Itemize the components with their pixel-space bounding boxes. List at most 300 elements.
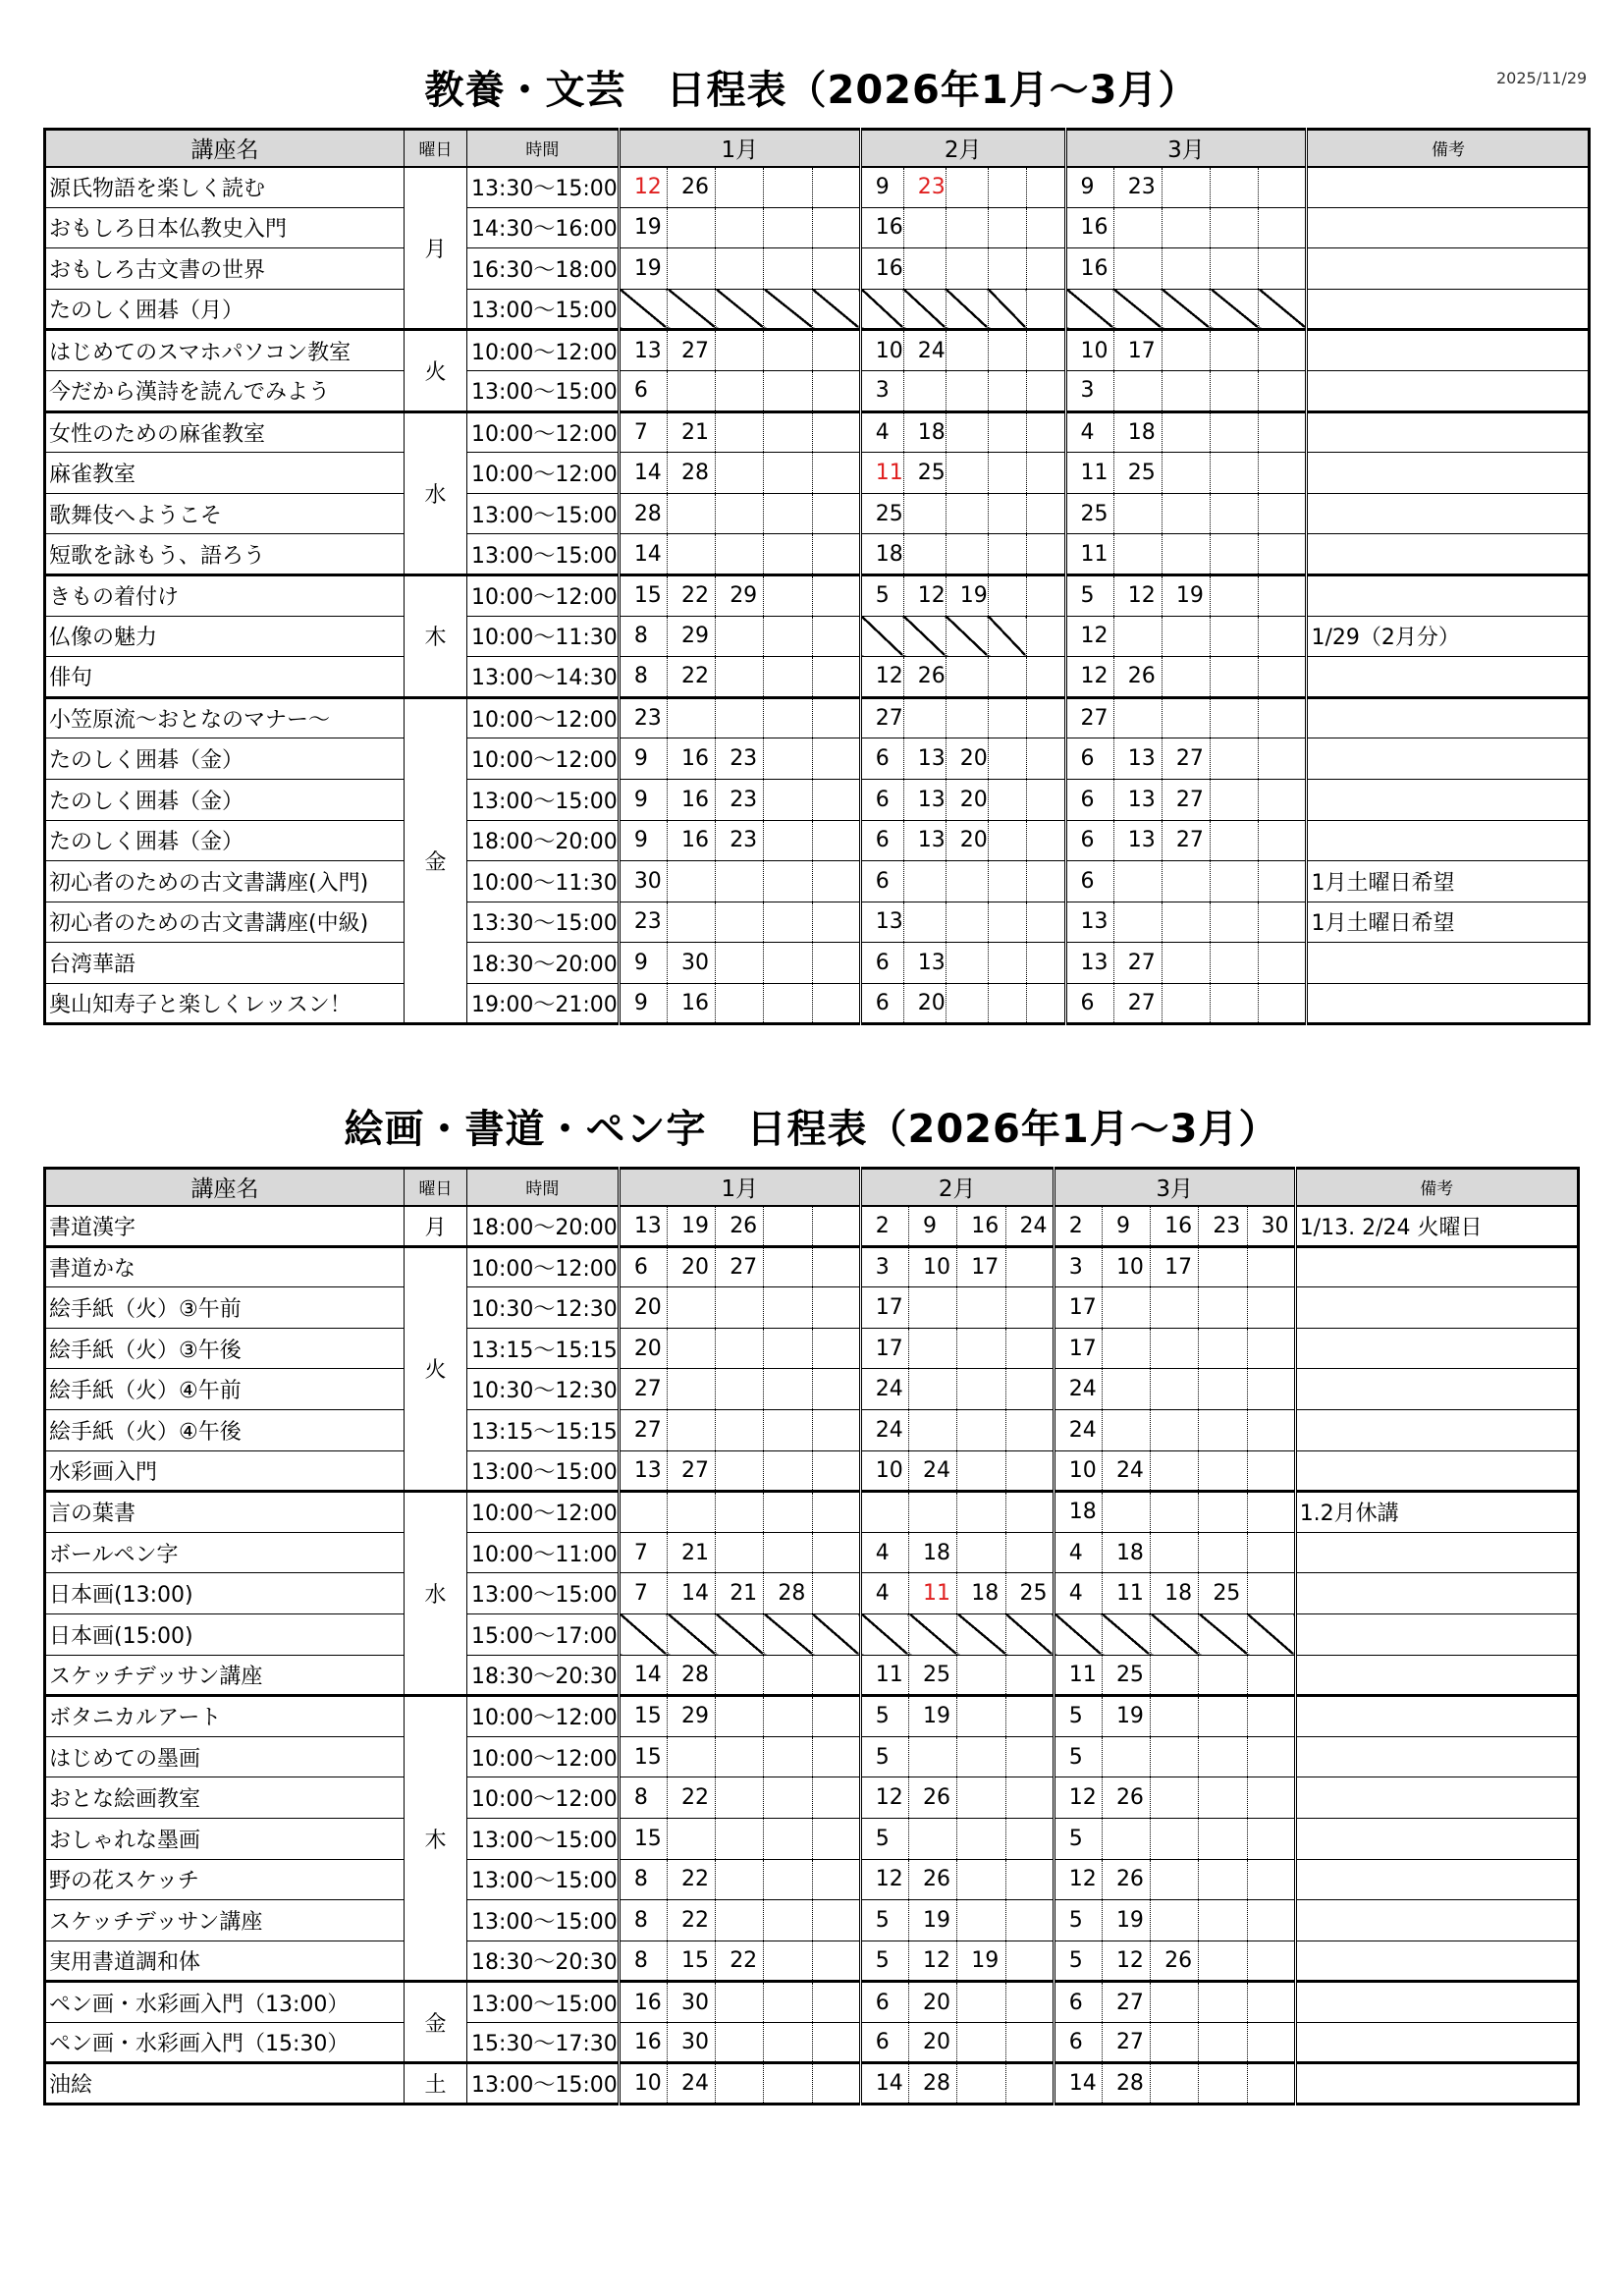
session-date bbox=[1151, 1450, 1199, 1492]
course-name: 日本画(15:00) bbox=[45, 1613, 405, 1655]
session-date bbox=[812, 943, 860, 984]
session-date bbox=[764, 453, 812, 494]
session-date: 13 bbox=[619, 1206, 667, 1247]
session-date bbox=[903, 493, 946, 534]
session-date bbox=[957, 1492, 1005, 1533]
session-date bbox=[1211, 574, 1259, 616]
note-cell bbox=[1295, 1982, 1578, 2023]
session-date: 5 bbox=[860, 1818, 908, 1859]
session-date bbox=[812, 248, 860, 290]
session-date bbox=[946, 902, 988, 943]
session-date: 2 bbox=[1054, 1206, 1102, 1247]
session-date bbox=[764, 534, 812, 575]
session-date: 6 bbox=[1054, 2022, 1102, 2063]
time-range: 10:00～12:00 bbox=[467, 1736, 620, 1777]
session-date bbox=[1005, 1982, 1054, 2023]
note-cell: 1月土曜日希望 bbox=[1307, 902, 1590, 943]
session-date: 18 bbox=[1054, 1492, 1102, 1533]
header-course-name: 講座名 bbox=[45, 1169, 405, 1206]
session-date: 11 bbox=[1065, 534, 1113, 575]
session-date: 13 bbox=[1113, 820, 1162, 861]
session-date bbox=[1199, 2022, 1247, 2063]
time-range: 10:00～12:00 bbox=[467, 330, 620, 371]
time-range: 10:00～12:00 bbox=[467, 574, 620, 616]
session-date bbox=[1259, 330, 1307, 371]
session-date: 15 bbox=[619, 1736, 667, 1777]
note-cell bbox=[1295, 2063, 1578, 2105]
session-date bbox=[957, 1900, 1005, 1941]
session-date: 25 bbox=[1005, 1573, 1054, 1614]
note-cell bbox=[1307, 738, 1590, 780]
session-date bbox=[1113, 697, 1162, 738]
session-date: 11 bbox=[1065, 453, 1113, 494]
session-date bbox=[1259, 411, 1307, 453]
time-range: 13:00～15:00 bbox=[467, 1900, 620, 1941]
session-date: 4 bbox=[860, 1532, 908, 1573]
session-date: 6 bbox=[860, 943, 903, 984]
session-date bbox=[1247, 2022, 1295, 2063]
course-name: はじめてのスマホパソコン教室 bbox=[45, 330, 405, 371]
session-date bbox=[1199, 1777, 1247, 1819]
session-date: 13 bbox=[619, 330, 667, 371]
session-date bbox=[946, 697, 988, 738]
session-date bbox=[946, 983, 988, 1024]
session-date bbox=[1027, 574, 1065, 616]
session-date bbox=[764, 902, 812, 943]
session-date: 19 bbox=[619, 248, 667, 290]
time-range: 15:30～17:30 bbox=[467, 2022, 620, 2063]
session-date bbox=[716, 697, 764, 738]
session-date bbox=[812, 779, 860, 820]
session-date: 26 bbox=[909, 1859, 957, 1900]
session-date bbox=[812, 820, 860, 861]
note-cell bbox=[1295, 1409, 1578, 1450]
session-date: 9 bbox=[619, 820, 667, 861]
session-date bbox=[812, 1246, 860, 1287]
note-cell bbox=[1295, 1655, 1578, 1696]
table-row bbox=[45, 534, 1590, 575]
header-month-1: 1月 bbox=[619, 130, 860, 167]
session-date: 24 bbox=[860, 1409, 908, 1450]
session-date bbox=[1151, 1777, 1199, 1819]
no-class-slash bbox=[619, 1613, 667, 1655]
session-date bbox=[1027, 370, 1065, 411]
header-month-1: 1月 bbox=[619, 1169, 860, 1206]
session-date bbox=[1199, 1492, 1247, 1533]
session-date bbox=[988, 779, 1026, 820]
session-date bbox=[988, 411, 1026, 453]
session-date: 5 bbox=[1054, 1736, 1102, 1777]
weekday-cell: 火 bbox=[405, 330, 467, 411]
table-row bbox=[45, 1900, 1579, 1941]
session-date bbox=[1247, 1573, 1295, 1614]
session-date: 22 bbox=[668, 1900, 716, 1941]
session-date bbox=[716, 1736, 764, 1777]
session-date bbox=[1259, 167, 1307, 208]
session-date bbox=[668, 1736, 716, 1777]
session-date: 28 bbox=[1102, 2063, 1150, 2105]
course-name: 麻雀教室 bbox=[45, 453, 405, 494]
course-name: 書道漢字 bbox=[45, 1206, 405, 1247]
session-date bbox=[957, 1369, 1005, 1410]
session-date: 6 bbox=[860, 2022, 908, 2063]
session-date bbox=[957, 2063, 1005, 2105]
session-date bbox=[764, 943, 812, 984]
session-date: 9 bbox=[619, 943, 667, 984]
session-date bbox=[812, 411, 860, 453]
session-date: 11 bbox=[1054, 1655, 1102, 1696]
course-name: 絵手紙（火）④午後 bbox=[45, 1409, 405, 1450]
table-row bbox=[45, 167, 1590, 208]
session-date: 23 bbox=[1113, 167, 1162, 208]
session-date bbox=[668, 1818, 716, 1859]
session-date bbox=[1247, 1532, 1295, 1573]
session-date: 5 bbox=[1054, 1696, 1102, 1737]
session-date bbox=[1162, 657, 1210, 698]
session-date bbox=[988, 657, 1026, 698]
session-date bbox=[946, 861, 988, 902]
session-date bbox=[1151, 1409, 1199, 1450]
table-row bbox=[45, 779, 1590, 820]
session-date bbox=[1102, 1818, 1150, 1859]
session-date bbox=[946, 453, 988, 494]
session-date: 18 bbox=[860, 534, 903, 575]
session-date bbox=[812, 983, 860, 1024]
session-date bbox=[812, 616, 860, 657]
no-class-slash bbox=[1211, 289, 1259, 330]
note-cell: 1/13. 2/24 火曜日 bbox=[1295, 1206, 1578, 1247]
session-date bbox=[988, 861, 1026, 902]
session-date bbox=[1247, 1409, 1295, 1450]
session-date bbox=[1027, 861, 1065, 902]
session-date: 30 bbox=[619, 861, 667, 902]
session-date: 9 bbox=[619, 779, 667, 820]
header-notes: 備考 bbox=[1295, 1169, 1578, 1206]
time-range: 18:00～20:00 bbox=[467, 820, 620, 861]
session-date bbox=[957, 1287, 1005, 1329]
session-date: 14 bbox=[619, 453, 667, 494]
session-date bbox=[1211, 167, 1259, 208]
session-date: 9 bbox=[1065, 167, 1113, 208]
session-date bbox=[716, 1859, 764, 1900]
session-date bbox=[668, 207, 716, 248]
session-date bbox=[1151, 1532, 1199, 1573]
session-date bbox=[764, 1777, 812, 1819]
session-date: 6 bbox=[1065, 820, 1113, 861]
session-date bbox=[1162, 697, 1210, 738]
session-date: 20 bbox=[946, 738, 988, 780]
course-name: 短歌を詠もう、語ろう bbox=[45, 534, 405, 575]
session-date bbox=[1199, 1941, 1247, 1982]
session-date: 24 bbox=[1054, 1369, 1102, 1410]
session-date bbox=[1211, 616, 1259, 657]
note-cell bbox=[1295, 1532, 1578, 1573]
session-date bbox=[1027, 493, 1065, 534]
session-date: 3 bbox=[1054, 1246, 1102, 1287]
session-date: 27 bbox=[1102, 1982, 1150, 2023]
session-date: 27 bbox=[1113, 983, 1162, 1024]
session-date bbox=[909, 1492, 957, 1533]
session-date bbox=[1259, 657, 1307, 698]
course-name: たのしく囲碁（金） bbox=[45, 779, 405, 820]
session-date: 21 bbox=[668, 1532, 716, 1573]
session-date bbox=[988, 330, 1026, 371]
table-row bbox=[45, 1859, 1579, 1900]
note-cell bbox=[1295, 1941, 1578, 1982]
session-date bbox=[1247, 1941, 1295, 1982]
session-date bbox=[812, 207, 860, 248]
session-date: 20 bbox=[946, 820, 988, 861]
session-date: 6 bbox=[619, 370, 667, 411]
note-cell bbox=[1307, 167, 1590, 208]
no-class-slash bbox=[957, 1613, 1005, 1655]
session-date: 7 bbox=[619, 411, 667, 453]
session-date: 6 bbox=[860, 738, 903, 780]
session-date: 10 bbox=[619, 2063, 667, 2105]
session-date bbox=[812, 1492, 860, 1533]
session-date bbox=[1162, 861, 1210, 902]
session-date bbox=[668, 370, 716, 411]
session-date bbox=[988, 453, 1026, 494]
session-date: 12 bbox=[860, 1777, 908, 1819]
session-date: 27 bbox=[1162, 779, 1210, 820]
course-name: 油絵 bbox=[45, 2063, 405, 2105]
table-row bbox=[45, 1818, 1579, 1859]
session-date bbox=[909, 1369, 957, 1410]
session-date bbox=[1259, 902, 1307, 943]
table-row bbox=[45, 1369, 1579, 1410]
session-date: 19 bbox=[1102, 1900, 1150, 1941]
session-date bbox=[957, 1696, 1005, 1737]
session-date: 27 bbox=[1162, 820, 1210, 861]
time-range: 13:00～15:00 bbox=[467, 493, 620, 534]
session-date: 15 bbox=[668, 1941, 716, 1982]
session-date: 5 bbox=[860, 1900, 908, 1941]
session-date bbox=[1247, 1900, 1295, 1941]
note-cell bbox=[1295, 1900, 1578, 1941]
no-class-slash bbox=[988, 289, 1026, 330]
note-cell bbox=[1295, 1818, 1578, 1859]
session-date bbox=[1259, 453, 1307, 494]
session-date bbox=[1247, 1287, 1295, 1329]
note-cell bbox=[1307, 983, 1590, 1024]
session-date bbox=[1199, 2063, 1247, 2105]
session-date: 5 bbox=[1054, 1818, 1102, 1859]
session-date bbox=[988, 574, 1026, 616]
session-date: 28 bbox=[619, 493, 667, 534]
course-name: 書道かな bbox=[45, 1246, 405, 1287]
session-date bbox=[812, 1369, 860, 1410]
session-date: 18 bbox=[957, 1573, 1005, 1614]
session-date: 26 bbox=[1113, 657, 1162, 698]
session-date bbox=[1027, 534, 1065, 575]
session-date: 17 bbox=[1113, 330, 1162, 371]
session-date bbox=[1102, 1492, 1150, 1533]
course-name: おとな絵画教室 bbox=[45, 1777, 405, 1819]
table-row bbox=[45, 1206, 1579, 1247]
session-date bbox=[1027, 657, 1065, 698]
course-name: 歌舞伎へようこそ bbox=[45, 493, 405, 534]
session-date bbox=[764, 1409, 812, 1450]
session-date bbox=[1211, 943, 1259, 984]
weekday-cell: 月 bbox=[405, 1206, 467, 1247]
session-date bbox=[1005, 1532, 1054, 1573]
session-date bbox=[1259, 534, 1307, 575]
course-name: 源氏物語を楽しく読む bbox=[45, 167, 405, 208]
session-date bbox=[1005, 2022, 1054, 2063]
session-date: 11 bbox=[909, 1573, 957, 1614]
session-date bbox=[764, 1859, 812, 1900]
session-date bbox=[1199, 1655, 1247, 1696]
session-date: 18 bbox=[1113, 411, 1162, 453]
session-date bbox=[668, 1492, 716, 1533]
session-date bbox=[1259, 616, 1307, 657]
session-date bbox=[1247, 1655, 1295, 1696]
no-class-slash bbox=[716, 289, 764, 330]
session-date bbox=[1005, 1287, 1054, 1329]
session-date: 10 bbox=[860, 1450, 908, 1492]
session-date: 19 bbox=[946, 574, 988, 616]
session-date bbox=[860, 1492, 908, 1533]
session-date: 13 bbox=[860, 902, 903, 943]
table-row bbox=[45, 1777, 1579, 1819]
session-date bbox=[1259, 493, 1307, 534]
session-date bbox=[946, 411, 988, 453]
time-range: 10:00～11:00 bbox=[467, 1532, 620, 1573]
session-date bbox=[1259, 779, 1307, 820]
time-range: 10:00～12:00 bbox=[467, 411, 620, 453]
session-date: 21 bbox=[668, 411, 716, 453]
session-date bbox=[909, 1328, 957, 1369]
session-date bbox=[1199, 1328, 1247, 1369]
no-class-slash bbox=[812, 289, 860, 330]
session-date bbox=[957, 1409, 1005, 1450]
session-date bbox=[1027, 943, 1065, 984]
note-cell bbox=[1295, 1369, 1578, 1410]
session-date bbox=[946, 493, 988, 534]
table-row bbox=[45, 902, 1590, 943]
session-date bbox=[1247, 1859, 1295, 1900]
time-range: 10:30～12:30 bbox=[467, 1287, 620, 1329]
session-date bbox=[764, 1450, 812, 1492]
session-date: 4 bbox=[860, 1573, 908, 1614]
header-month-3: 3月 bbox=[1065, 130, 1307, 167]
session-date: 8 bbox=[619, 1777, 667, 1819]
header-notes: 備考 bbox=[1307, 130, 1590, 167]
session-date: 12 bbox=[1065, 657, 1113, 698]
note-cell bbox=[1295, 1287, 1578, 1329]
session-date: 22 bbox=[668, 574, 716, 616]
session-date bbox=[1259, 574, 1307, 616]
session-date: 16 bbox=[619, 1982, 667, 2023]
session-date: 17 bbox=[1054, 1287, 1102, 1329]
time-range: 13:00～15:00 bbox=[467, 1982, 620, 2023]
session-date: 23 bbox=[716, 820, 764, 861]
course-name: 実用書道調和体 bbox=[45, 1941, 405, 1982]
time-range: 18:30～20:30 bbox=[467, 1655, 620, 1696]
session-date: 20 bbox=[909, 1982, 957, 2023]
session-date: 12 bbox=[909, 1941, 957, 1982]
session-date: 27 bbox=[1065, 697, 1113, 738]
session-date bbox=[1247, 1818, 1295, 1859]
session-date bbox=[1027, 289, 1065, 330]
session-date bbox=[1151, 2022, 1199, 2063]
session-date bbox=[1247, 1696, 1295, 1737]
session-date: 24 bbox=[1054, 1409, 1102, 1450]
session-date: 14 bbox=[668, 1573, 716, 1614]
session-date bbox=[764, 1287, 812, 1329]
table-row bbox=[45, 738, 1590, 780]
session-date: 26 bbox=[909, 1777, 957, 1819]
session-date: 27 bbox=[716, 1246, 764, 1287]
session-date: 17 bbox=[957, 1246, 1005, 1287]
session-date bbox=[764, 1206, 812, 1247]
table-row bbox=[45, 1655, 1579, 1696]
session-date bbox=[1113, 370, 1162, 411]
session-date: 6 bbox=[860, 820, 903, 861]
course-name: 野の花スケッチ bbox=[45, 1859, 405, 1900]
session-date bbox=[668, 697, 716, 738]
session-date: 30 bbox=[668, 1982, 716, 2023]
time-range: 13:00～15:00 bbox=[467, 1818, 620, 1859]
header-time: 時間 bbox=[467, 130, 620, 167]
session-date: 30 bbox=[668, 2022, 716, 2063]
session-date: 10 bbox=[1065, 330, 1113, 371]
session-date: 6 bbox=[1065, 861, 1113, 902]
table-row bbox=[45, 1409, 1579, 1450]
time-range: 10:00～12:00 bbox=[467, 1246, 620, 1287]
session-date bbox=[988, 248, 1026, 290]
session-date bbox=[1162, 248, 1210, 290]
session-date bbox=[764, 738, 812, 780]
session-date: 27 bbox=[668, 330, 716, 371]
course-name: たのしく囲碁（月） bbox=[45, 289, 405, 330]
session-date bbox=[1113, 248, 1162, 290]
session-date: 13 bbox=[1113, 779, 1162, 820]
session-date bbox=[957, 1818, 1005, 1859]
session-date bbox=[764, 1982, 812, 2023]
session-date bbox=[903, 697, 946, 738]
session-date: 8 bbox=[619, 1900, 667, 1941]
session-date bbox=[812, 1859, 860, 1900]
session-date bbox=[1151, 1287, 1199, 1329]
session-date: 8 bbox=[619, 1859, 667, 1900]
session-date: 12 bbox=[860, 657, 903, 698]
note-cell bbox=[1307, 943, 1590, 984]
no-class-slash bbox=[1199, 1613, 1247, 1655]
session-date bbox=[1005, 2063, 1054, 2105]
no-class-slash bbox=[860, 1613, 908, 1655]
session-date: 18 bbox=[1151, 1573, 1199, 1614]
session-date bbox=[1211, 657, 1259, 698]
session-date bbox=[764, 1941, 812, 1982]
session-date bbox=[716, 370, 764, 411]
session-date: 6 bbox=[1054, 1982, 1102, 2023]
session-date bbox=[1162, 411, 1210, 453]
session-date: 8 bbox=[619, 657, 667, 698]
session-date bbox=[1162, 493, 1210, 534]
course-name: はじめての墨画 bbox=[45, 1736, 405, 1777]
session-date bbox=[1005, 1941, 1054, 1982]
session-date: 4 bbox=[1054, 1573, 1102, 1614]
session-date bbox=[1211, 330, 1259, 371]
session-date: 19 bbox=[619, 207, 667, 248]
session-date bbox=[1113, 207, 1162, 248]
session-date bbox=[1247, 1777, 1295, 1819]
session-date bbox=[1247, 1246, 1295, 1287]
session-date: 28 bbox=[668, 1655, 716, 1696]
session-date bbox=[1151, 1900, 1199, 1941]
